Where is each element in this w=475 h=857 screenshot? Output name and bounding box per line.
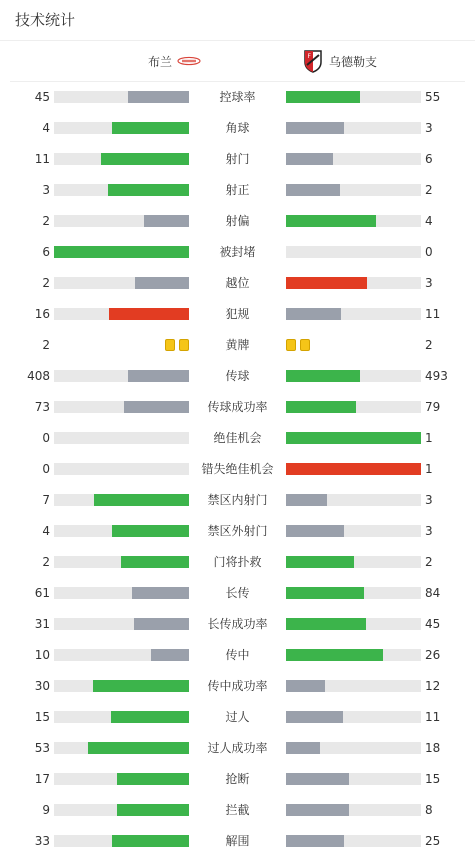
home-bar-fill <box>121 556 189 568</box>
home-team-logo-icon <box>177 56 201 66</box>
svg-text:F: F <box>307 53 311 60</box>
home-bar-fill <box>94 494 189 506</box>
home-value: 16 <box>34 307 50 321</box>
stat-row-saves <box>0 547 475 578</box>
away-bar-track <box>286 463 421 475</box>
stat-label: 传中 <box>225 648 250 662</box>
stat-row-interceptions <box>0 795 475 826</box>
away-bar-track <box>286 122 421 134</box>
away-bar-fill <box>286 680 325 692</box>
away-value: 45 <box>425 617 441 631</box>
home-bar-track <box>54 494 189 506</box>
away-value: 3 <box>425 276 433 290</box>
home-team-name: 布兰 <box>148 54 173 69</box>
home-bar-fill <box>112 525 189 537</box>
stat-row-shots-outside-box <box>0 516 475 547</box>
away-bar-fill <box>286 494 327 506</box>
stat-row-dribble-success <box>0 733 475 764</box>
home-bar-fill <box>109 308 189 320</box>
stat-label: 犯规 <box>225 307 250 321</box>
away-bar-track <box>286 804 421 816</box>
stat-label: 拦截 <box>225 803 250 817</box>
stat-label: 角球 <box>225 121 250 135</box>
home-bar-fill <box>117 773 189 785</box>
stat-label: 过人 <box>225 710 250 724</box>
home-bar-fill <box>117 804 189 816</box>
stat-label: 长传 <box>225 586 250 600</box>
away-value: 84 <box>425 586 441 600</box>
home-value: 33 <box>34 834 50 848</box>
stat-row-offsides <box>0 268 475 299</box>
stat-label: 射门 <box>225 152 250 166</box>
away-value: 8 <box>425 803 433 817</box>
home-value: 6 <box>42 245 50 259</box>
home-value: 11 <box>34 152 50 166</box>
home-bar-track <box>54 153 189 165</box>
home-value: 53 <box>34 741 50 755</box>
away-bar-track <box>286 370 421 382</box>
home-bar-fill <box>112 122 189 134</box>
stat-row-tackles <box>0 764 475 795</box>
stat-label: 射正 <box>225 183 250 197</box>
away-bar-fill <box>286 91 360 103</box>
home-bar-fill <box>135 277 189 289</box>
home-bar-track <box>54 525 189 537</box>
page-title: 技术统计 <box>0 0 475 41</box>
home-bar-fill <box>111 711 189 723</box>
stat-label: 越位 <box>225 276 250 290</box>
home-bar-track <box>54 277 189 289</box>
away-bar-track <box>286 618 421 630</box>
stat-row-clearances <box>0 826 475 857</box>
yellow-card-icon <box>286 339 296 351</box>
away-bar-track <box>286 494 421 506</box>
away-bar-fill <box>286 432 421 444</box>
home-bar-track <box>54 711 189 723</box>
away-value: 55 <box>425 90 441 104</box>
home-bar-track <box>54 649 189 661</box>
stat-label: 过人成功率 <box>207 741 268 755</box>
home-bar-track <box>54 680 189 692</box>
stat-label: 传球 <box>225 369 250 383</box>
away-yellow-cards <box>286 339 310 351</box>
home-value: 10 <box>34 648 50 662</box>
home-bar-track <box>54 835 189 847</box>
away-bar-fill <box>286 773 349 785</box>
away-value: 6 <box>425 152 433 166</box>
stat-label: 禁区内射门 <box>207 493 268 507</box>
away-value: 26 <box>425 648 441 662</box>
stat-row-crosses <box>0 640 475 671</box>
away-bar-track <box>286 432 421 444</box>
stat-row-possession <box>0 82 475 113</box>
away-bar-track <box>286 401 421 413</box>
stat-label: 射偏 <box>225 214 250 228</box>
away-bar-fill <box>286 184 340 196</box>
away-bar-fill <box>286 401 356 413</box>
stat-row-blocked-shots <box>0 237 475 268</box>
away-bar-track <box>286 773 421 785</box>
home-bar-fill <box>144 215 189 227</box>
stat-label: 传中成功率 <box>207 679 268 693</box>
stat-row-long-balls <box>0 578 475 609</box>
home-bar-track <box>54 91 189 103</box>
away-bar-track <box>286 308 421 320</box>
away-bar-track <box>286 587 421 599</box>
teams-header <box>10 41 465 82</box>
home-value: 9 <box>42 803 50 817</box>
home-value: 7 <box>42 493 50 507</box>
away-team[interactable] <box>302 41 377 81</box>
away-value: 2 <box>425 183 433 197</box>
home-bar-fill <box>151 649 189 661</box>
away-bar-track <box>286 91 421 103</box>
home-value: 45 <box>34 90 50 104</box>
home-team[interactable] <box>148 41 201 81</box>
home-value: 2 <box>42 338 50 352</box>
stat-label: 门将扑救 <box>213 555 262 569</box>
away-team-name: 乌德勒支 <box>329 54 378 69</box>
home-bar-track <box>54 556 189 568</box>
home-value: 3 <box>42 183 50 197</box>
stat-row-passes <box>0 361 475 392</box>
home-bar-track <box>54 618 189 630</box>
away-value: 1 <box>425 431 433 445</box>
stat-label: 被封堵 <box>219 245 256 259</box>
away-team-logo-icon <box>302 49 324 73</box>
away-bar-track <box>286 215 421 227</box>
stat-label: 控球率 <box>219 90 256 104</box>
stat-row-pass-accuracy <box>0 392 475 423</box>
away-bar-track <box>286 277 421 289</box>
away-value: 0 <box>425 245 433 259</box>
away-value: 25 <box>425 834 441 848</box>
away-bar-track <box>286 525 421 537</box>
stat-row-yellow-cards <box>0 330 475 361</box>
home-value: 2 <box>42 214 50 228</box>
away-bar-fill <box>286 370 360 382</box>
away-value: 493 <box>425 369 448 383</box>
stat-label: 解围 <box>225 834 250 848</box>
stat-row-big-chances-missed <box>0 454 475 485</box>
away-value: 11 <box>425 307 441 321</box>
yellow-card-icon <box>179 339 189 351</box>
home-bar-track <box>54 742 189 754</box>
away-bar-fill <box>286 835 344 847</box>
away-bar-track <box>286 184 421 196</box>
home-bar-track <box>54 587 189 599</box>
home-value: 2 <box>42 276 50 290</box>
home-value: 15 <box>34 710 50 724</box>
yellow-card-icon <box>300 339 310 351</box>
home-value: 2 <box>42 555 50 569</box>
home-value: 17 <box>34 772 50 786</box>
away-bar-fill <box>286 153 333 165</box>
away-bar-fill <box>286 711 343 723</box>
away-bar-track <box>286 835 421 847</box>
home-bar-track <box>54 432 189 444</box>
stat-label: 传球成功率 <box>207 400 268 414</box>
stat-row-long-ball-accuracy <box>0 609 475 640</box>
home-bar-track <box>54 122 189 134</box>
away-value: 12 <box>425 679 441 693</box>
home-bar-track <box>54 215 189 227</box>
away-bar-fill <box>286 804 349 816</box>
stat-row-corners <box>0 113 475 144</box>
away-bar-fill <box>286 525 344 537</box>
away-value: 3 <box>425 121 433 135</box>
home-value: 0 <box>42 462 50 476</box>
home-bar-fill <box>128 91 189 103</box>
stat-row-cross-accuracy <box>0 671 475 702</box>
home-bar-fill <box>108 184 189 196</box>
away-value: 1 <box>425 462 433 476</box>
home-value: 31 <box>34 617 50 631</box>
away-value: 3 <box>425 493 433 507</box>
away-value: 2 <box>425 338 433 352</box>
stat-label: 黄牌 <box>225 338 250 352</box>
home-value: 4 <box>42 524 50 538</box>
away-bar-track <box>286 153 421 165</box>
away-value: 18 <box>425 741 441 755</box>
stat-label: 绝佳机会 <box>213 431 262 445</box>
home-value: 73 <box>34 400 50 414</box>
away-bar-fill <box>286 308 341 320</box>
stat-label: 长传成功率 <box>207 617 268 631</box>
away-bar-track <box>286 680 421 692</box>
home-bar-track <box>54 370 189 382</box>
away-bar-fill <box>286 215 376 227</box>
stat-row-shots-off-target <box>0 206 475 237</box>
home-bar-fill <box>128 370 189 382</box>
home-bar-track <box>54 401 189 413</box>
away-value: 2 <box>425 555 433 569</box>
away-bar-track <box>286 649 421 661</box>
away-bar-track <box>286 246 421 258</box>
home-value: 408 <box>27 369 50 383</box>
home-bar-fill <box>88 742 189 754</box>
away-value: 11 <box>425 710 441 724</box>
home-yellow-cards <box>165 339 189 351</box>
home-bar-fill <box>101 153 189 165</box>
home-bar-track <box>54 308 189 320</box>
away-bar-track <box>286 711 421 723</box>
stat-label: 禁区外射门 <box>207 524 268 538</box>
stat-row-shots <box>0 144 475 175</box>
away-bar-fill <box>286 122 344 134</box>
away-value: 79 <box>425 400 441 414</box>
stat-label: 抢断 <box>225 772 250 786</box>
home-bar-track <box>54 463 189 475</box>
home-bar-fill <box>93 680 189 692</box>
home-bar-fill <box>54 246 189 258</box>
home-bar-fill <box>132 587 189 599</box>
away-bar-fill <box>286 277 367 289</box>
stat-row-shots-on-target <box>0 175 475 206</box>
stat-row-dribbles <box>0 702 475 733</box>
home-value: 0 <box>42 431 50 445</box>
home-bar-track <box>54 773 189 785</box>
away-bar-track <box>286 556 421 568</box>
home-bar-fill <box>112 835 189 847</box>
away-bar-fill <box>286 556 354 568</box>
away-bar-fill <box>286 742 320 754</box>
away-bar-fill <box>286 618 366 630</box>
away-value: 15 <box>425 772 441 786</box>
home-value: 61 <box>34 586 50 600</box>
stat-label: 错失绝佳机会 <box>201 462 274 476</box>
home-bar-fill <box>134 618 189 630</box>
away-bar-track <box>286 742 421 754</box>
stat-row-big-chances <box>0 423 475 454</box>
stats-list <box>0 82 475 857</box>
away-value: 4 <box>425 214 433 228</box>
home-bar-track <box>54 246 189 258</box>
home-bar-track <box>54 804 189 816</box>
home-bar-fill <box>124 401 189 413</box>
home-value: 4 <box>42 121 50 135</box>
stat-row-fouls <box>0 299 475 330</box>
away-bar-fill <box>286 587 364 599</box>
stat-row-shots-inside-box <box>0 485 475 516</box>
away-bar-fill <box>286 649 383 661</box>
home-value: 30 <box>34 679 50 693</box>
away-bar-fill <box>286 463 421 475</box>
home-bar-track <box>54 184 189 196</box>
yellow-card-icon <box>165 339 175 351</box>
away-value: 3 <box>425 524 433 538</box>
